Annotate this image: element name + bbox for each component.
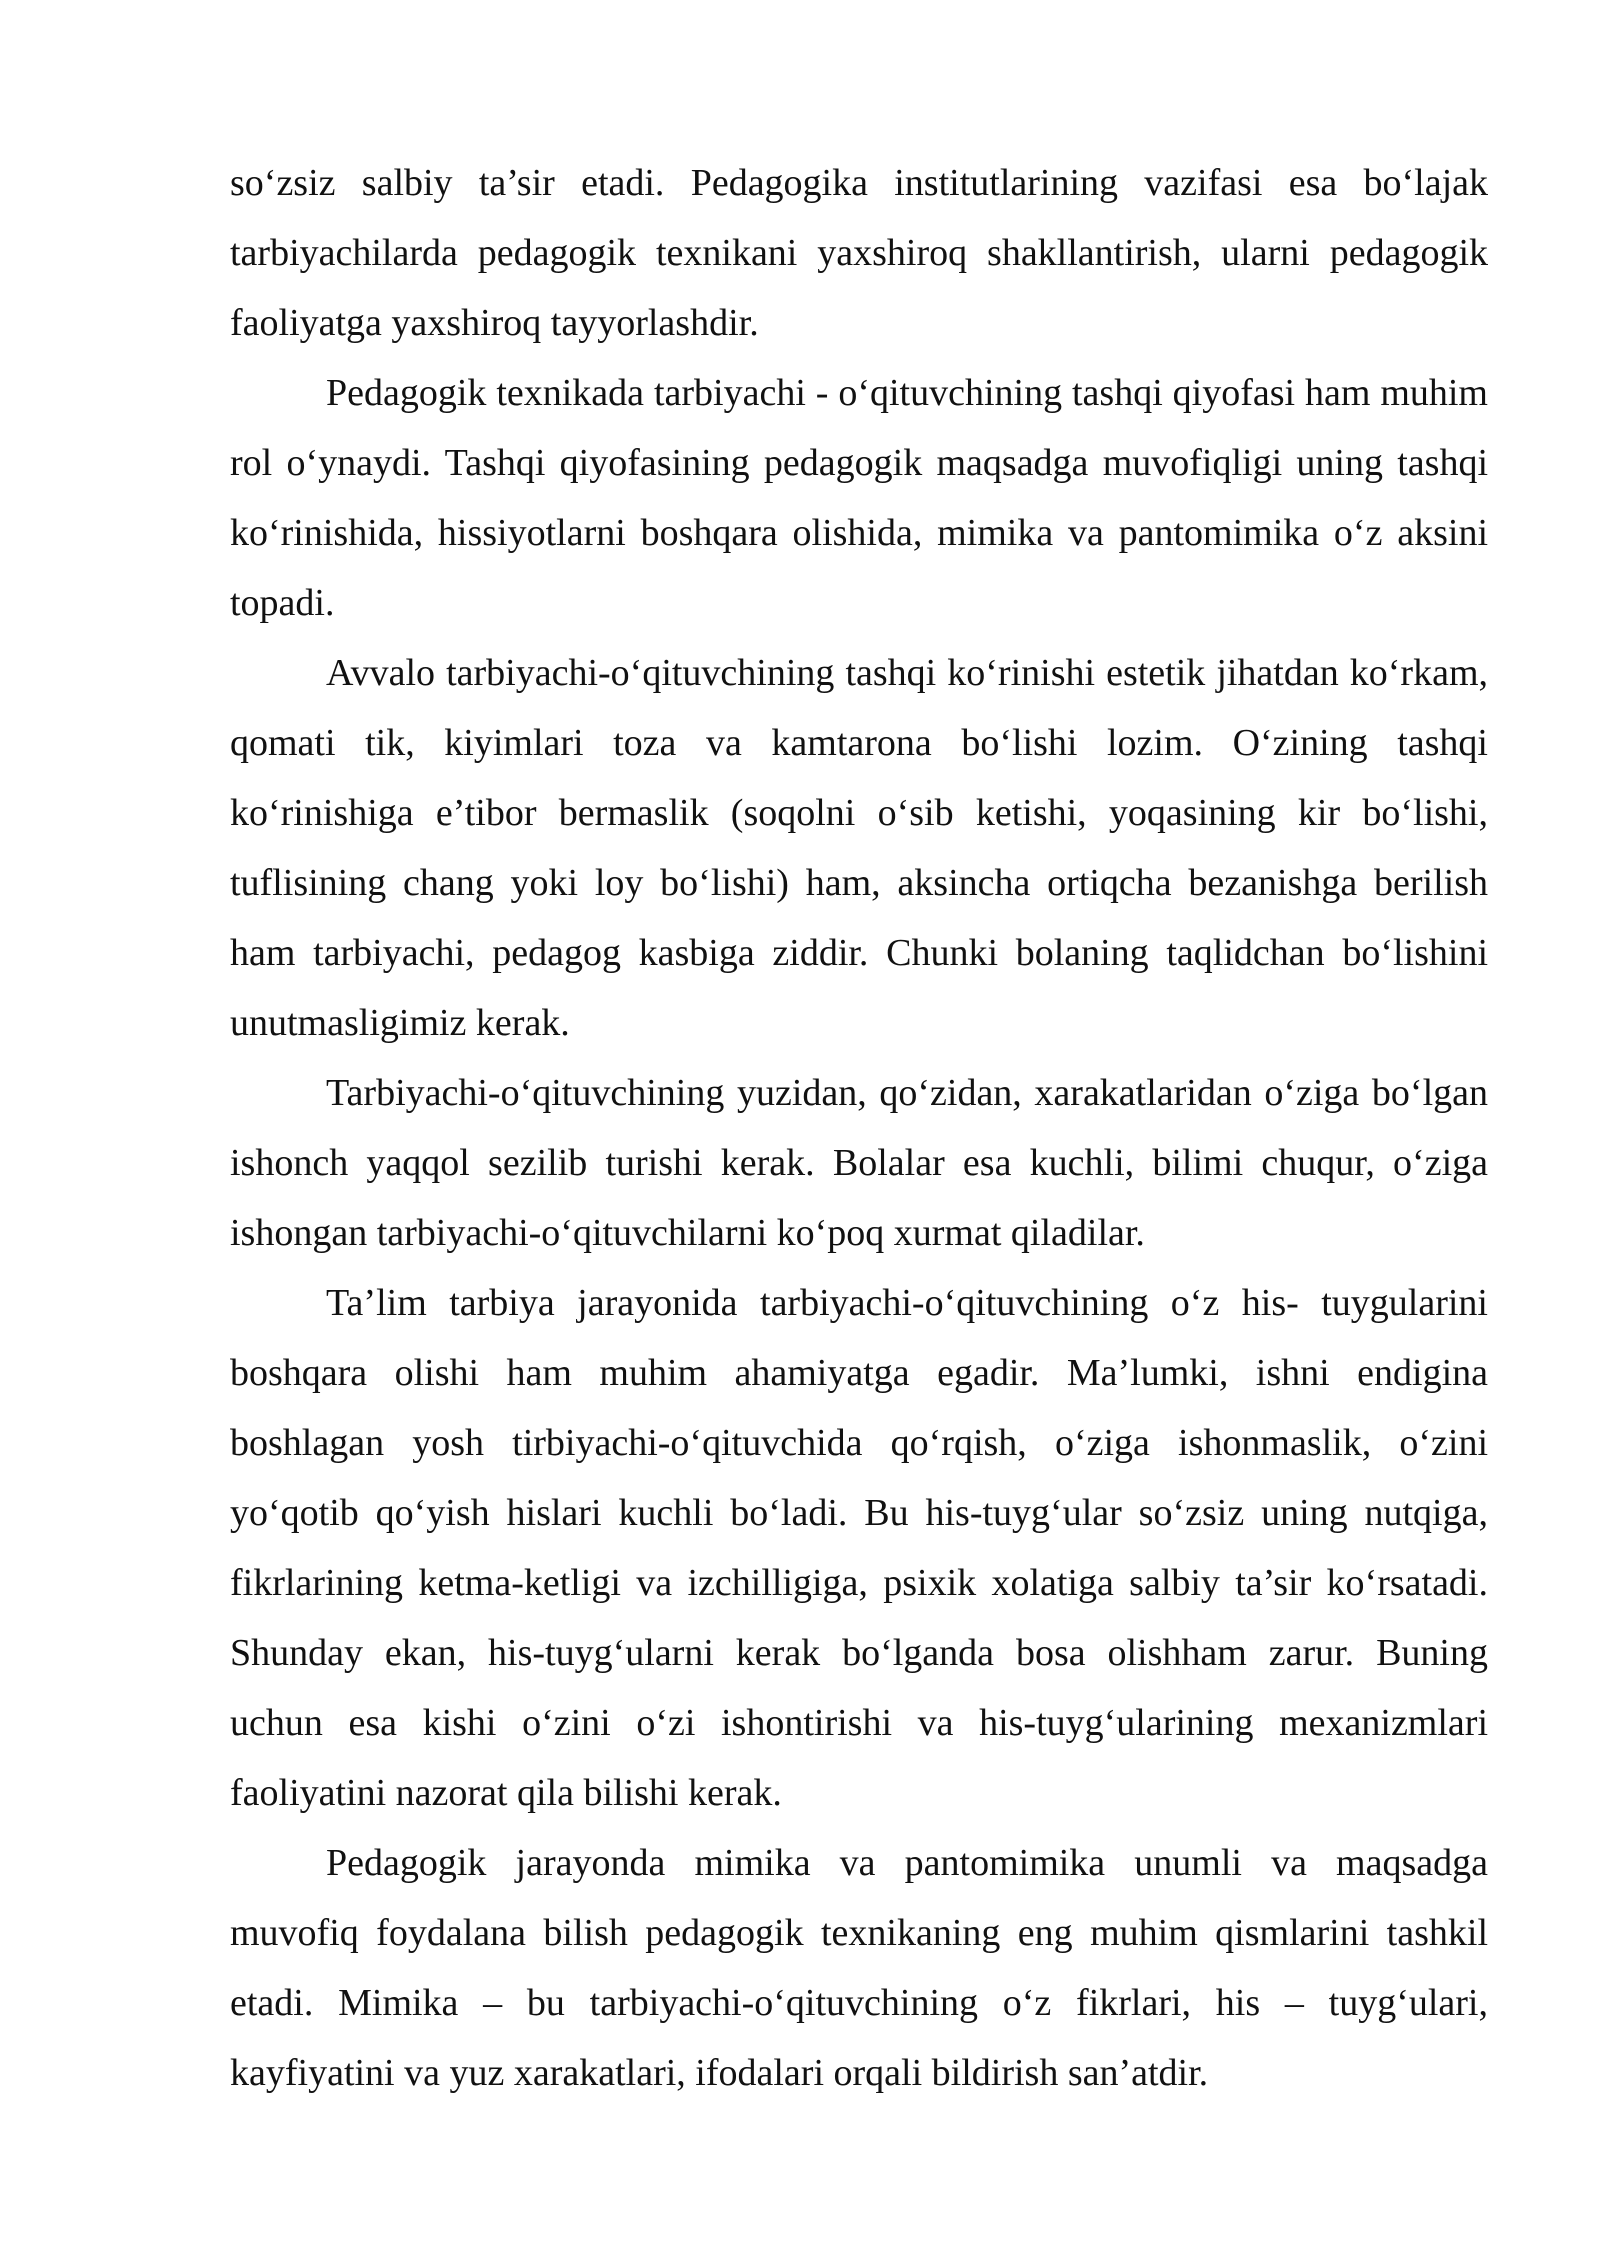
paragraph-2: Pedagogik texnikada tarbiyachi - o‘qituvchining tashqi qiyofasi ham muhim rol o‘ynaydi. Tashqi qiyofasining pedagogik maqsadga muvofiqligi uning tashqi ko‘rinishida, hissiyotlarni boshqara olishida, mimika va pantomimika o‘z aksini topadi. (230, 372, 1488, 624)
paragraph-6: Pedagogik jarayonda mimika va pantomimika unumli va maqsadga muvofiq foydalana bilish pedagogik texnikaning eng muhim qismlarini tashkil etadi. Mimika – bu tarbiyachi-o‘qituvchining o‘z fikrlari, his – tuyg‘ulari, kayfiyatini va yuz xarakatlari, ifodalari orqali bildirish san’atdir. (230, 1842, 1488, 2094)
document-body (230, 148, 1488, 2108)
paragraph-4: Tarbiyachi-o‘qituvchining yuzidan, qo‘zidan, xarakatlaridan o‘ziga bo‘lgan ishonch yaqqol sezilib turishi kerak. Bolalar esa kuchli, bilimi chuqur, o‘ziga ishongan tarbiyachi-o‘qituvchilarni ko‘poq xurmat qiladilar. (230, 1072, 1488, 1254)
paragraph-3: Avvalo tarbiyachi-o‘qituvchining tashqi ko‘rinishi estetik jihatdan ko‘rkam, qomati tik, kiyimlari toza va kamtarona bo‘lishi lozim. O‘zining tashqi ko‘rinishiga e’tibor bermaslik (soqolni o‘sib ketishi, yoqasining kir bo‘lishi, tuflisining chang yoki loy bo‘lishi) ham, aksincha ortiqcha bezanishga berilish ham tarbiyachi, pedagog kasbiga ziddir. Chunki bolaning taqlidchan bo‘lishini unutmasligimiz kerak. (230, 652, 1488, 1044)
paragraph-5: Ta’lim tarbiya jarayonida tarbiyachi-o‘qituvchining o‘z his- tuygularini boshqara olishi ham muhim ahamiyatga egadir. Ma’lumki, ishni endigina boshlagan yosh tirbiyachi-o‘qituvchida qo‘rqish, o‘ziga ishonmaslik, o‘zini yo‘qotib qo‘yish hislari kuchli bo‘ladi. Bu his-tuyg‘ular so‘zsiz uning nutqiga, fikrlarining ketma-ketligi va izchilligiga, psixik xolatiga salbiy ta’sir ko‘rsatadi. Shunday ekan, his-tuyg‘ularni kerak bo‘lganda bosa olishham zarur. Buning uchun esa kishi o‘zini o‘zi ishontirishi va his-tuyg‘ularining mexanizmlari faoliyatini nazorat qila bilishi kerak. (230, 1282, 1488, 1814)
paragraph-1: so‘zsiz salbiy ta’sir etadi. Pedagogika institutlarining vazifasi esa bo‘lajak tarbiyachilarda pedagogik texnikani yaxshiroq shakllantirish, ularni pedagogik faoliyatga yaxshiroq tayyorlashdir. (230, 162, 1488, 344)
